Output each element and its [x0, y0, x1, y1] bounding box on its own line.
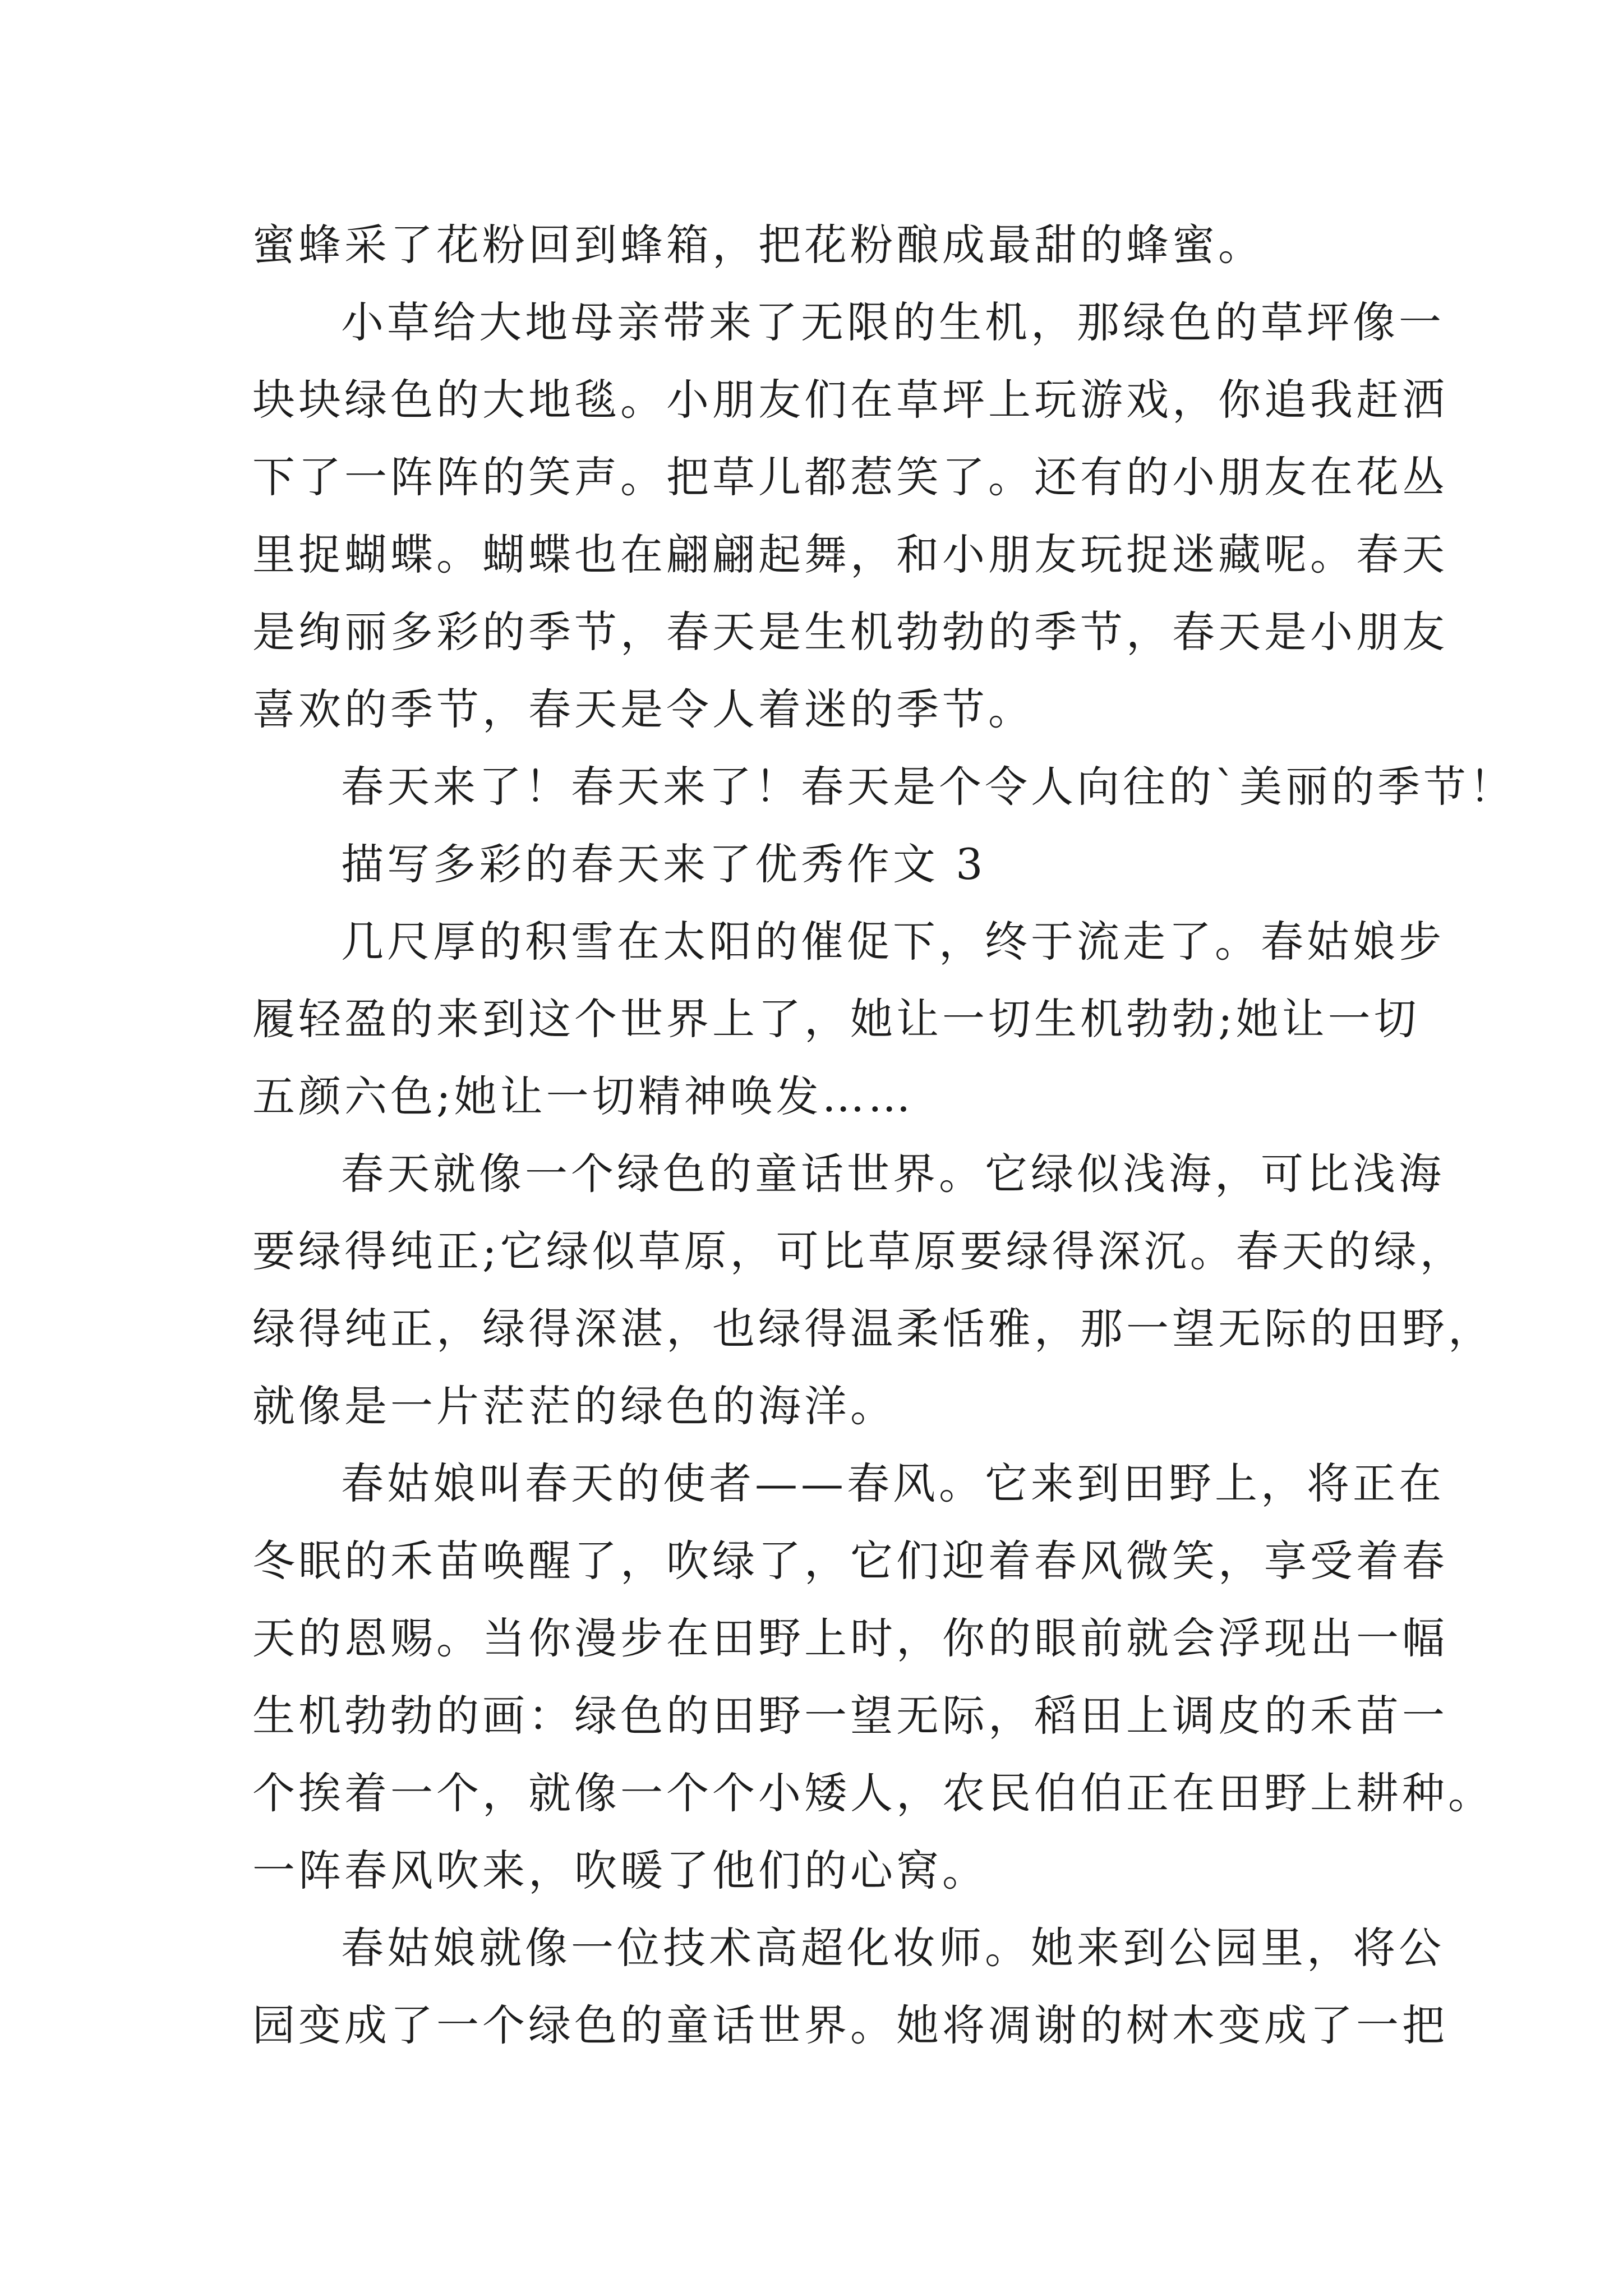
text-line: 一阵春风吹来，吹暖了他们的心窝。 [252, 1846, 988, 1895]
text-line: 小草给大地母亲带来了无限的生机，那绿色的草坪像一 [341, 297, 1445, 347]
text-line: 春姑娘叫春天的使者——春风。它来到田野上，将正在 [341, 1458, 1445, 1508]
text-line: 绿得纯正，绿得深湛，也绿得温柔恬雅，那一望无际的田野， [252, 1304, 1494, 1354]
text-line: 几尺厚的积雪在太阳的催促下，终于流走了。春姑娘步 [341, 917, 1445, 967]
text-line: 里捉蝴蝶。蝴蝶也在翩翩起舞，和小朋友玩捉迷藏呢。春天 [252, 530, 1448, 579]
text-line: 春天来了！春天来了！春天是个令人向往的`美丽的季节！ [341, 762, 1515, 812]
text-line: 个挨着一个，就像一个个小矮人，农民伯伯正在田野上耕种。 [252, 1768, 1494, 1818]
text-line: 就像是一片茫茫的绿色的海洋。 [252, 1381, 896, 1431]
text-line: 喜欢的季节，春天是令人着迷的季节。 [252, 684, 1034, 734]
text-line: 春天就像一个绿色的童话世界。它绿似浅海，可比浅海 [341, 1149, 1445, 1199]
text-line: 块块绿色的大地毯。小朋友们在草坪上玩游戏，你追我赶洒 [252, 375, 1448, 425]
section-heading: 描写多彩的春天来了优秀作文 3 [341, 839, 986, 889]
text-line: 春姑娘就像一位技术高超化妆师。她来到公园里，将公 [341, 1923, 1445, 1973]
text-line: 五颜六色;她让一切精神唤发…… [252, 1071, 914, 1121]
text-line: 天的恩赐。当你漫步在田野上时，你的眼前就会浮现出一幅 [252, 1613, 1448, 1663]
text-line: 要绿得纯正;它绿似草原，可比草原要绿得深沉。春天的绿， [252, 1226, 1466, 1276]
text-line: 蜜蜂采了花粉回到蜂箱，把花粉酿成最甜的蜂蜜。 [252, 220, 1264, 270]
text-line: 冬眠的禾苗唤醒了，吹绿了，它们迎着春风微笑，享受着春 [252, 1536, 1448, 1586]
text-line: 园变成了一个绿色的童话世界。她将凋谢的树木变成了一把 [252, 2000, 1448, 2050]
text-line: 是绚丽多彩的季节，春天是生机勃勃的季节，春天是小朋友 [252, 607, 1448, 657]
text-line: 生机勃勃的画：绿色的田野一望无际，稻田上调皮的禾苗一 [252, 1691, 1448, 1741]
document-body [252, 206, 1515, 2064]
text-line: 下了一阵阵的笑声。把草儿都惹笑了。还有的小朋友在花丛 [252, 452, 1448, 502]
text-line: 履轻盈的来到这个世界上了，她让一切生机勃勃;她让一切 [252, 994, 1420, 1044]
